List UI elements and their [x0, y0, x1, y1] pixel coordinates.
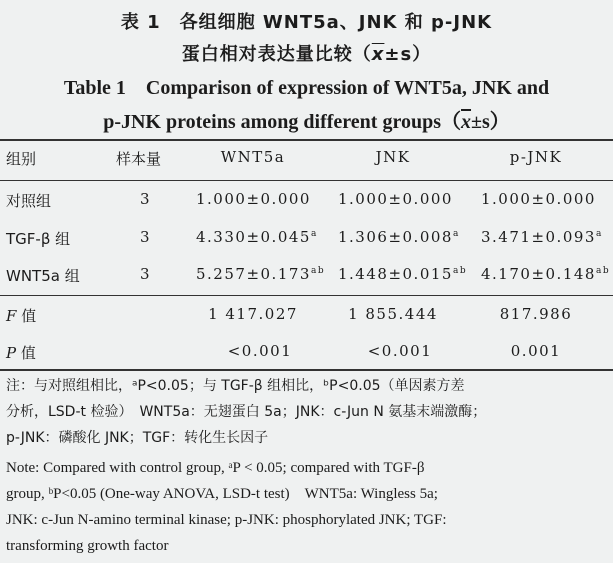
row-tgfb-pjnk: 3.471±0.093$^a$: [481, 228, 603, 246]
note-cn-line1: 注：与对照组相比，ᵃP<0.05；与 TGF-β 组相比，ᵇP<0.05（单因素方差: [6, 378, 465, 394]
row-wnt5a-jnk: 1.448±0.015$^{ab}$: [338, 265, 468, 283]
table-title-cn-line1: 表 1 各组细胞 WNT5a、JNK 和 p-JNK: [120, 12, 493, 33]
header-group: 组别: [6, 150, 37, 168]
note-en-line3: JNK: c-Jun N-amino terminal kinase; p-JNK: phosphorylated JNK; TGF:: [6, 512, 447, 528]
note-en-line4: transforming growth factor: [6, 538, 169, 554]
header-rule: [0, 180, 613, 181]
row-f-label: F 值: [6, 307, 37, 325]
row-control-group: 对照组: [6, 192, 52, 210]
row-wnt5a-pjnk: 4.170±0.148$^{ab}$: [481, 265, 611, 283]
row-control-wnt5a: 1.000±0.000: [196, 190, 311, 208]
table-title-cn-line2: 蛋白相对表达量比较$(\overline{x}\pm s)$: [181, 44, 432, 65]
header-jnk: JNK: [375, 148, 411, 166]
row-tgfb-group: TGF-β 组: [6, 230, 71, 248]
row-f-pjnk: 817.986: [499, 305, 573, 323]
stats-rule: [0, 295, 613, 296]
header-wnt5a: WNT5a: [220, 148, 286, 166]
row-tgfb-n: 3: [140, 228, 152, 246]
row-tgfb-jnk: 1.306±0.008$^a$: [338, 228, 460, 246]
note-en-line1: Note: Compared with control group, ᵃP < 0.05; compared with TGF-β: [6, 460, 425, 476]
row-control-n: 3: [140, 190, 152, 208]
row-wnt5a-n: 3: [140, 265, 152, 283]
row-f-jnk: 1 855.444: [348, 305, 438, 323]
row-p-pjnk: 0.001: [510, 342, 562, 360]
row-p-jnk: <0.001: [367, 342, 433, 360]
row-tgfb-wnt5a: 4.330±0.045$^a$: [196, 228, 318, 246]
row-p-wnt5a: <0.001: [227, 342, 293, 360]
top-rule: [0, 139, 613, 141]
table-title-en-line2: p-JNK proteins among different $groups(\overline{x}\pm s)$: [103, 111, 510, 133]
note-cn-line2: 分析，LSD-t 检验） WNT5a：无翅蛋白 5a；JNK：c-Jun N 氨基末端激酶；: [6, 404, 487, 420]
header-pjnk: p-JNK: [509, 148, 563, 166]
row-control-jnk: 1.000±0.000: [338, 190, 453, 208]
table-title-en-line1: Table 1 Comparison of expression of WNT5a, JNK and: [63, 77, 550, 99]
row-f-wnt5a: 1 417.027: [208, 305, 298, 323]
row-p-label: P 值: [6, 344, 36, 362]
header-sample-size: 样本量: [116, 150, 162, 168]
row-wnt5a-group: WNT5a 组: [6, 267, 80, 285]
note-cn-line3: p-JNK：磷酸化 JNK；TGF：转化生长因子: [6, 430, 269, 446]
note-en-line2: group, ᵇP<0.05 (One-way ANOVA, LSD-t test) WNT5a: Wingless 5a;: [6, 486, 438, 502]
row-control-pjnk: 1.000±0.000: [481, 190, 596, 208]
row-wnt5a-wnt5a: 5.257±0.173$^{ab}$: [196, 265, 326, 283]
bottom-rule: [0, 369, 613, 371]
